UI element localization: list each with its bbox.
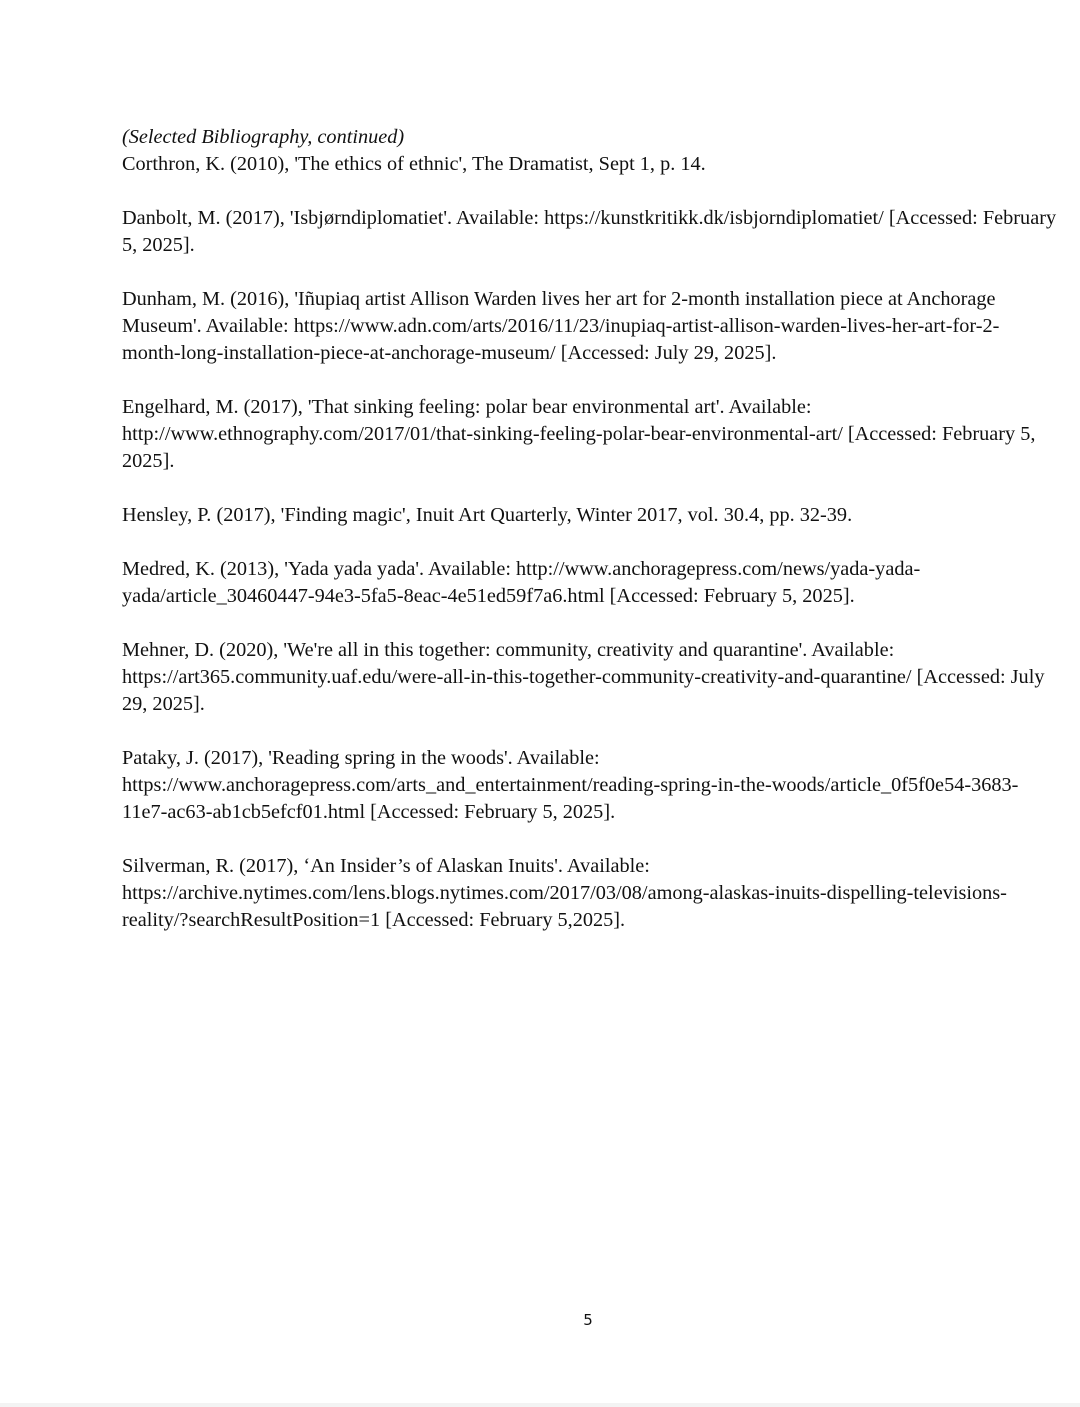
bibliography-section [122, 124, 1057, 961]
bibliography-entry-danbolt: Danbolt, M. (2017), 'Isbjørndiplomatiet'. Available: https://kunstkritikk.dk/isbjorndiplomatiet/ [Accessed: February 5, 2025]. [122, 207, 1057, 256]
bibliography-entry-hensley: Hensley, P. (2017), 'Finding magic', Inuit Art Quarterly, Winter 2017, vol. 30.4, pp. 32-39. [122, 504, 853, 526]
bibliography-entry-dunham: Dunham, M. (2016), 'Iñupiaq artist Allison Warden lives her art for 2-month installation piece at Anchorage Museum'. Available: https://www.adn.com/arts/2016/11/23/inupiaq-artist-allison-warden-lives-her-art-for-2-month-long-installation-piece-at-anchorage-museum/ [Accessed: July 29, 2025]. [122, 288, 1000, 364]
bibliography-entry-engelhard: Engelhard, M. (2017), 'That sinking feeling: polar bear environmental art'. Available: http://www.ethnography.com/2017/01/that-sinking-feeling-polar-bear-environmental-art/ [Accessed: February 5, 2025]. [122, 396, 1036, 472]
bibliography-entry-silverman: Silverman, R. (2017), ‘An Insider’s of Alaskan Inuits'. Available: https://archive.nytimes.com/lens.blogs.nytimes.com/2017/03/08/among-alaskas-inuits-dispelling-televisions-reality/?searchResultPosition=1 [Accessed: February 5,2025]. [122, 855, 1007, 931]
bibliography-entry-corthron: Corthron, K. (2010), 'The ethics of ethnic', The Dramatist, Sept 1, p. 14. [122, 153, 706, 175]
bibliography-entry-mehner: Mehner, D. (2020), 'We're all in this together: community, creativity and quarantine'. Available: https://art365.community.uaf.edu/were-all-in-this-together-community-creativity-and-quarantine/ [Accessed: July 29, 2025]. [122, 639, 1045, 715]
bibliography-entry-pataky: Pataky, J. (2017), 'Reading spring in the woods'. Available: https://www.anchoragepress.com/arts_and_entertainment/reading-spring-in-the-woods/article_0f5f0e54-3683-11e7-ac63-ab1cb5efcf01.html [Accessed: February 5, 2025]. [122, 747, 1019, 823]
page-number: 5 [583, 1311, 593, 1329]
bibliography-entry-medred: Medred, K. (2013), 'Yada yada yada'. Available: http://www.anchoragepress.com/news/yada-yada-yada/article_30460447-94e3-5fa5-8eac-4e51ed59f7a6.html [Accessed: February 5, 2025]. [122, 558, 921, 607]
section-heading: (Selected Bibliography, continued) [122, 126, 405, 148]
